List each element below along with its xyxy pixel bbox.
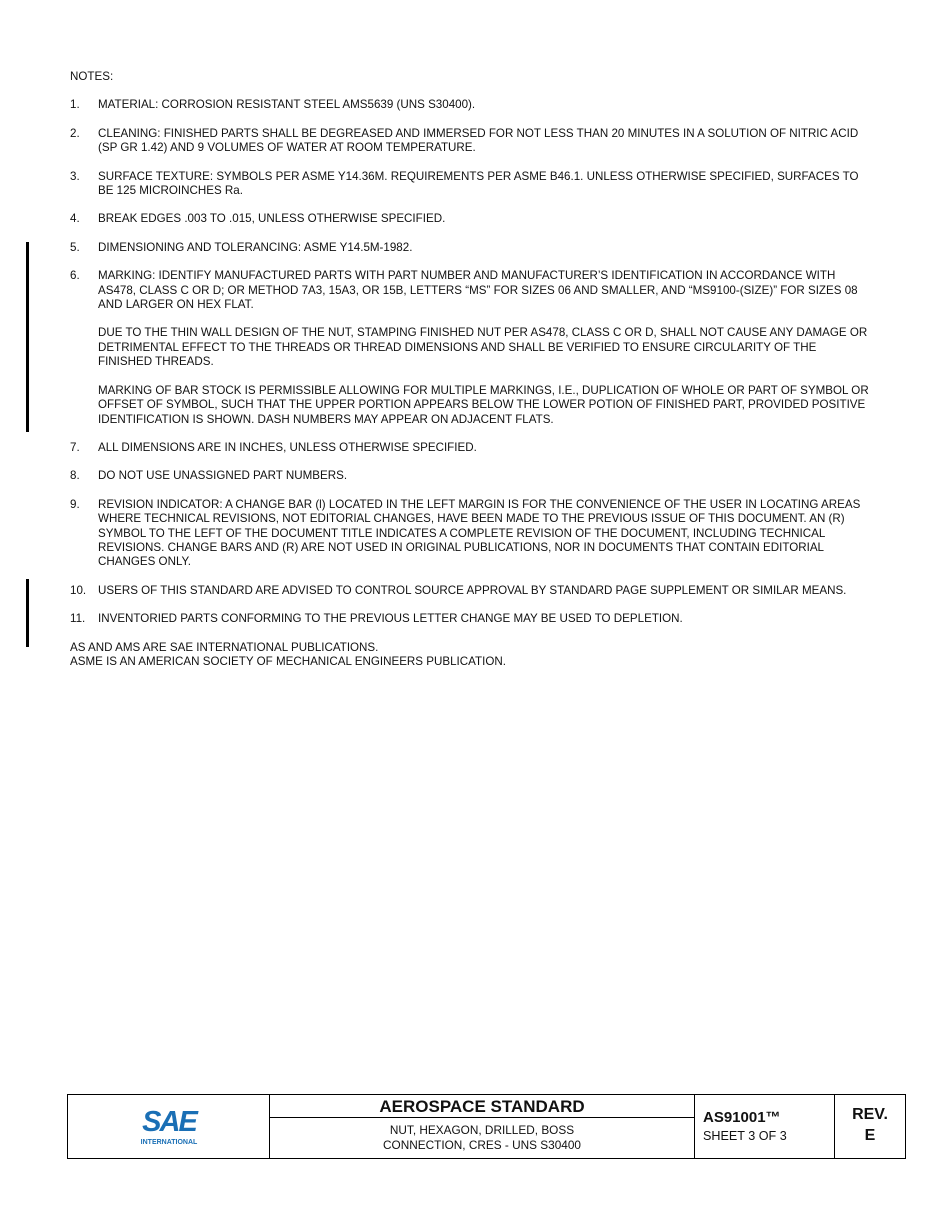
note-number: 8. bbox=[70, 469, 80, 483]
note-item bbox=[70, 469, 870, 483]
note-item bbox=[70, 170, 870, 199]
title-block bbox=[67, 1094, 906, 1159]
note-text: DUE TO THE THIN WALL DESIGN OF THE NUT, STAMPING FINISHED NUT PER AS478, CLASS C OR D, SHALL NOT CAUSE ANY DAMAGE OR DETRIMENTAL EFFECT TO THE THREADS OR THREAD DIMENSIONS AND SHALL BE VERIFIED TO ENSURE CIRCULARITY OF THE FINISHED THREADS. bbox=[98, 326, 868, 369]
note-text: CLEANING: FINISHED PARTS SHALL BE DEGREASED AND IMMERSED FOR NOT LESS THAN 20 MINUTES IN A SOLUTION OF NITRIC ACID (SP GR 1.42) AND 9 VOLUMES OF WATER AT ROOM TEMPERATURE. bbox=[98, 126, 859, 155]
note-item bbox=[70, 127, 870, 156]
note-number: 11. bbox=[70, 612, 86, 626]
note-item bbox=[70, 498, 870, 570]
standard-type: AEROSPACE STANDARD bbox=[270, 1095, 694, 1118]
note-item bbox=[70, 212, 870, 226]
change-bar-note-6 bbox=[26, 242, 29, 432]
note-item bbox=[70, 269, 870, 427]
note-item bbox=[70, 584, 870, 598]
title-line-2: CONNECTION, CRES - UNS S30400 bbox=[383, 1137, 581, 1152]
note-number: 6. bbox=[70, 269, 80, 283]
note-number: 2. bbox=[70, 126, 80, 140]
document-title bbox=[270, 1123, 694, 1152]
note-number: 1. bbox=[70, 98, 80, 112]
note-number: 10. bbox=[70, 583, 87, 597]
revision-value: E bbox=[864, 1127, 876, 1144]
note-item bbox=[70, 98, 870, 112]
note-item bbox=[70, 441, 870, 455]
note-text: MARKING: IDENTIFY MANUFACTURED PARTS WITH PART NUMBER AND MANUFACTURER’S IDENTIFICATION IN ACCORDANCE WITH AS478, CLASS C OR D; OR METHOD 7A3, 15A3, OR 15B, LETTERS “MS” FOR SIZES 06 AND SMALLER, AND “MS9100-(SIZE)” FOR SIZES 08 AND LARGER ON HEX FLAT. bbox=[98, 269, 858, 312]
note-item bbox=[70, 612, 870, 626]
sheet-number: SHEET 3 OF 3 bbox=[703, 1129, 787, 1143]
notes-section bbox=[70, 70, 870, 669]
revision-cell bbox=[835, 1095, 905, 1158]
note-number: 7. bbox=[70, 440, 80, 454]
note-text: DO NOT USE UNASSIGNED PART NUMBERS. bbox=[98, 469, 348, 483]
note-text: REVISION INDICATOR: A CHANGE BAR (l) LOCATED IN THE LEFT MARGIN IS FOR THE CONVENIENCE OF THE USER IN LOCATING AREAS WHERE TECHNICAL REVISIONS, NOT EDITORIAL CHANGES, HAVE BEEN MADE TO THE PREVIOUS ISSUE OF THIS DOCUMENT. AN (R) SYMBOL TO THE LEFT OF THE DOCUMENT TITLE INDICATES A COMPLETE REVISION OF THE DOCUMENT, INCLUDING TECHNICAL REVISIONS. CHANGE BARS AND (R) ARE NOT USED IN ORIGINAL PUBLICATIONS, NOR IN DOCUMENTS THAT CONTAIN EDITORIAL CHANGES ONLY. bbox=[98, 497, 861, 569]
notes-heading: NOTES: bbox=[70, 70, 114, 83]
note-number: 4. bbox=[70, 212, 80, 226]
document-number-cell bbox=[695, 1095, 835, 1158]
svg-text:SAE: SAE bbox=[142, 1106, 196, 1138]
note-text: SURFACE TEXTURE: SYMBOLS PER ASME Y14.36M. REQUIREMENTS PER ASME B46.1. UNLESS OTHERWISE SPECIFIED, SURFACES TO BE 125 MICROINCHES Ra. bbox=[98, 169, 859, 198]
document-number: AS91001™ bbox=[703, 1109, 781, 1126]
notes-list bbox=[70, 98, 870, 626]
publication-note: AS AND AMS ARE SAE INTERNATIONAL PUBLICATIONS. bbox=[70, 640, 379, 654]
note-number: 3. bbox=[70, 169, 80, 183]
svg-text:INTERNATIONAL: INTERNATIONAL bbox=[140, 1139, 198, 1146]
title-line-1: NUT, HEXAGON, DRILLED, BOSS bbox=[389, 1123, 575, 1137]
note-number: 5. bbox=[70, 240, 80, 254]
notes-footer bbox=[70, 641, 870, 670]
revision-label: REV. bbox=[852, 1106, 888, 1123]
title-cell bbox=[270, 1095, 695, 1158]
note-text: MARKING OF BAR STOCK IS PERMISSIBLE ALLOWING FOR MULTIPLE MARKINGS, I.E., DUPLICATION OF WHOLE OR PART OF SYMBOL OR OFFSET OF SYMBOL, SUCH THAT THE UPPER PORTION APPEARS BELOW THE LOWER POTION OF FINISHED PART, PROVIDED POSITIVE IDENTIFICATION IS SHOWN. DASH NUMBERS MAY APPEAR ON ADJACENT FLATS. bbox=[98, 383, 869, 426]
note-item bbox=[70, 241, 870, 255]
note-text: INVENTORIED PARTS CONFORMING TO THE PREVIOUS LETTER CHANGE MAY BE USED TO DEPLETION. bbox=[98, 612, 683, 626]
publication-note: ASME IS AN AMERICAN SOCIETY OF MECHANICAL ENGINEERS PUBLICATION. bbox=[70, 654, 506, 668]
logo-cell bbox=[68, 1095, 270, 1158]
note-number: 9. bbox=[70, 497, 80, 511]
note-text: ALL DIMENSIONS ARE IN INCHES, UNLESS OTHERWISE SPECIFIED. bbox=[98, 440, 477, 454]
sae-logo bbox=[136, 1104, 202, 1148]
note-text: MATERIAL: CORROSION RESISTANT STEEL AMS5639 (UNS S30400). bbox=[98, 98, 476, 112]
note-text: BREAK EDGES .003 TO .015, UNLESS OTHERWISE SPECIFIED. bbox=[98, 212, 446, 226]
change-bar-note-10 bbox=[26, 579, 29, 647]
note-text: DIMENSIONING AND TOLERANCING: ASME Y14.5M-1982. bbox=[98, 240, 413, 254]
note-text: USERS OF THIS STANDARD ARE ADVISED TO CONTROL SOURCE APPROVAL BY STANDARD PAGE SUPPLEMENT OR SIMILAR MEANS. bbox=[98, 583, 847, 597]
